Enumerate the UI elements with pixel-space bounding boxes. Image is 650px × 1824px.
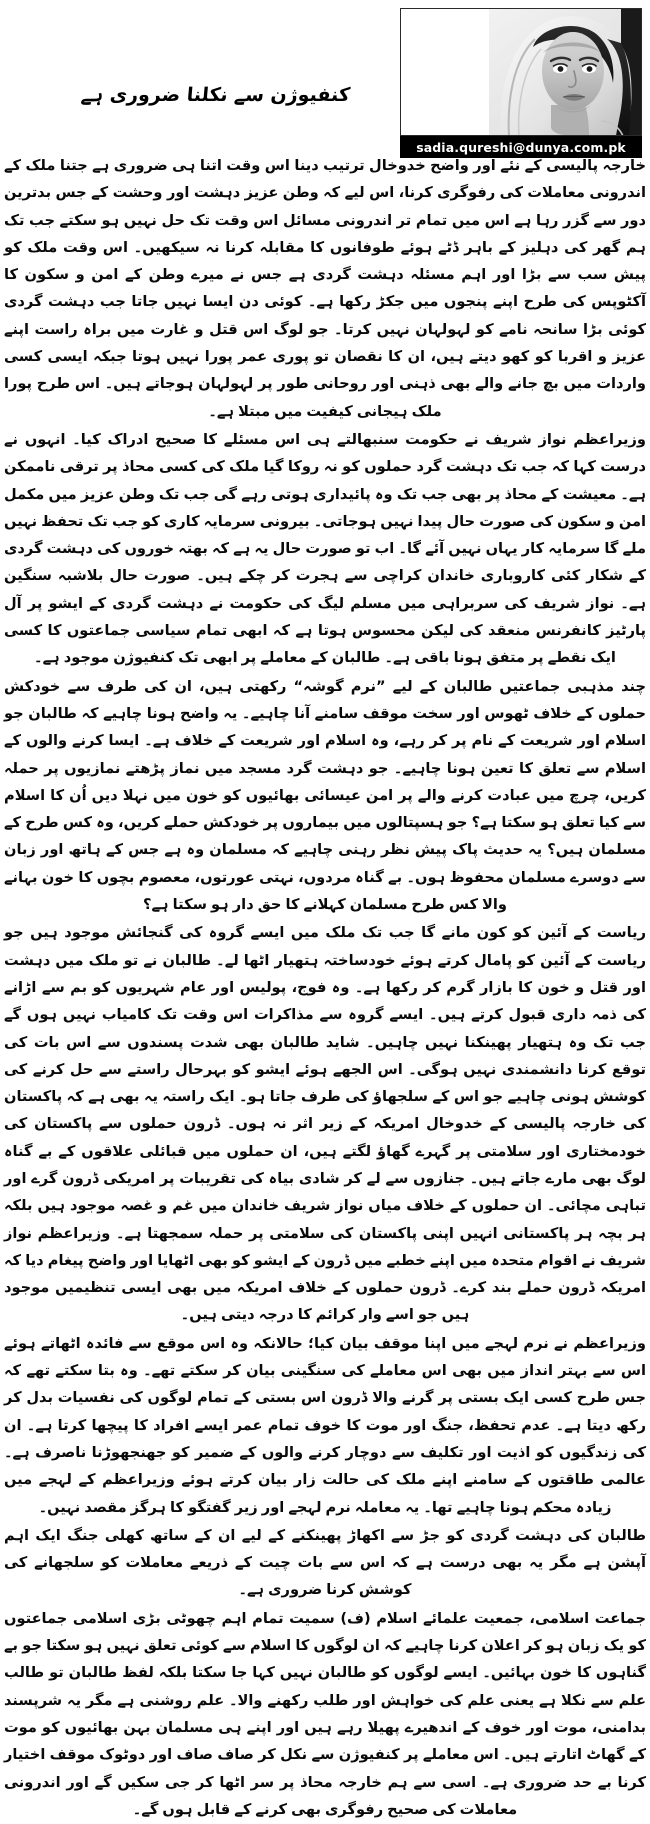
- article-paragraph: ریاست کے آئین کو کون مانے گا جب تک ملک میں ایسے گروہ کی گنجائش موجود ہیں جو ریاست کے آئین کو پامال کرتے ہوئے خودساختہ ہتھیار اٹھا لے۔ طالبان نے تو ملک میں دہشت اور قتل و خون کا بازار گرم کر رکھا ہے۔ وہ فوج، پولیس اور عام شہریوں کو بم سے اڑانے کی ذمہ داری قبول کرتے ہیں۔ ایسے گروہ سے مذاکرات اس وقت تک کامیاب نہیں ہوں گے جب تک وہ ہتھیار پھینکنا نہیں چاہیں۔ شاید طالبان بھی شدت پسندوں سے اس بات کی توقع کرنا دانشمندی نہیں ہوگی۔ اس الجھے ہوئے ایشو کو بہرحال راستے سے حل کرنے کی کوشش ہونی چاہیے جو اس کے سلجھاؤ کی طرف جاتا ہو۔ ایک راستہ یہ بھی ہے کہ پاکستان کی خارجہ پالیسی کے خدوخال امریکہ کے زیر اثر نہ ہوں۔ ڈرون حملوں سے پاکستان کی خودمختاری اور سلامتی پر گہرے گھاؤ لگتے ہیں، ان حملوں میں قبائلی علاقوں کے بے گناہ لوگ بھی مارے جاتے ہیں۔ جنازوں سے لے کر شادی بیاہ کی تقریبات پر امریکی ڈرون گرے اور تباہی مچائی۔ ان حملوں کے خلاف میاں نواز شریف خاندان میں غم و غصہ موجود ہیں بلکہ ہر بچہ ہر پاکستانی انہیں اپنی پاکستان کی سلامتی پر حملہ سمجھتا ہے۔ وزیراعظم نواز شریف نے اقوام متحدہ میں اپنے خطبے میں ڈرون کے ایشو کو بھی اٹھایا اور واضح پیغام دیا کہ امریکہ ڈرون حملے بند کرے۔ ڈرون حملوں کے خلاف امریکہ میں بھی ایسی تنظیمیں موجود ہیں جو اسے وار کرائم کا درجہ دیتی ہیں۔: [4, 924, 646, 1324]
- column-masthead: [400, 8, 642, 155]
- article-paragraph: چند مذہبی جماعتیں طالبان کے لیے ”نرم گوشہ“ رکھتی ہیں، ان کی طرف سے خودکش حملوں کے خلاف ٹھوس اور سخت موقف سامنے آنا چاہیے۔ یہ واضح ہونا چاہیے کہ طالبان جو اسلام اور شریعت کے نام پر کر رہے، وہ اسلام اور شریعت کے خلاف ہے۔ ایسا کرنے والوں کے اسلام سے تعلق کا تعین ہونا چاہیے۔ جو دہشت گرد مسجد میں نماز پڑھتے نمازیوں پر حملہ کریں، چرچ میں عبادت کرنے والے پر امن عیسائی بھائیوں کو خون میں نہلا دیں اُن کا اسلام سے کیا تعلق ہو سکتا ہے؟ جو ہسپتالوں میں بیماروں پر خودکش حملے کریں، وہ کس طرح کے مسلمان ہیں؟ یہ حدیث پاک پیش نظر رہنی چاہیے کہ مسلمان وہ ہے جس کے ہاتھ اور زبان سے دوسرے مسلمان محفوظ ہوں۔ بے گناہ مردوں، نہتی عورتوں، معصوم بچوں کا خون بہانے والا کس طرح مسلمان کہلانے کا حق دار ہو سکتا ہے؟: [4, 677, 646, 914]
- article-paragraph: طالبان کی دہشت گردی کو جڑ سے اکھاڑ پھینکنے کے لیے ان کے ساتھ کھلی جنگ ایک اہم آپشن ہے مگر یہ بھی درست ہے کہ اس سے بات چیت کے ذریعے معاملات کو سلجھانے کی کوشش کرنا ضروری ہے۔: [4, 1526, 646, 1599]
- article-headline: کنفیوژن سے نکلنا ضروری ہے: [80, 84, 351, 106]
- article-paragraph: خارجہ پالیسی کے نئے اور واضح خدوخال ترتیب دینا اس وقت اتنا ہی ضروری ہے جتنا ملک کے اندرونی معاملات کی رفوگری کرنا، اس لیے کہ وطن عزیز دہشت اور وحشت کے جس بدترین دور سے گزر رہا ہے اس میں تمام تر اندرونی مسائل اس وقت تک حل نہیں ہو سکتے جب تک ہم گھر کی دہلیز کے باہر ڈٹے ہوئے طوفانوں کا مقابلہ کرنا نہ سیکھیں۔ اس وقت ملک کو پیش سب سے بڑا اور اہم مسئلہ دہشت گردی ہے جس نے میرے وطن کے امن و سکون کا آکٹوپس کی طرح اپنے پنجوں میں جکڑ رکھا ہے۔ کوئی دن ایسا نہیں جاتا جب دہشت گردی کوئی بڑا سانحہ نامے کو لہولہان نہیں کرتا۔ جو لوگ اس قتل و غارت میں براہ راست اپنے عزیز و اقربا کو کھو دیتے ہیں، ان کا نقصان تو پوری عمر پورا نہیں ہوتا جبکہ ایسی کسی واردات میں بچ جانے والے بھی ذہنی اور روحانی طور پر لہولہان ہوجاتے ہیں۔ اس طرح پورا ملک ہیجانی کیفیت میں مبتلا ہے۔: [4, 157, 646, 420]
- masthead-box: [400, 8, 642, 136]
- author-photo: [489, 9, 642, 136]
- author-email-text: sadia.qureshi@dunya.com.pk: [416, 139, 626, 155]
- article-paragraph: وزیراعظم نواز شریف نے حکومت سنبھالتے ہی اس مسئلے کا صحیح ادراک کیا۔ انہوں نے درست کہا کہ جب تک دہشت گرد حملوں کو نہ روکا گیا ملک کی کسی محاذ پر ترقی ناممکن ہے۔ معیشت کے محاذ پر بھی جب تک وہ پائیداری ہوتی رہے گی جب تک وطن عزیز میں مکمل امن و سکون کی صورت حال پیدا نہیں ہوجاتی۔ بیرونی سرمایہ کاری کو جب تک تحفظ نہیں ملے گا سرمایہ کار یہاں نہیں آئے گا۔ اب تو صورت حال یہ ہے کہ بھتہ خوروں کی دہشت گردی کے شکار کئی کاروباری خاندان کراچی سے ہجرت کر چکے ہیں۔ صورت حال بلاشبہ سنگین ہے۔ نواز شریف کی سربراہی میں مسلم لیگ کی حکومت نے دہشت گردی کے ایشو پر آل پارٹیز کانفرنس منعقد کی لیکن محسوس ہوتا ہے کہ ابھی تمام سیاسی جماعتوں کا کسی ایک نقطے پر متفق ہونا باقی ہے۔ طالبان کے معاملے پر ابھی تک کنفیوژن موجود ہے۔: [4, 430, 646, 667]
- article-body: [4, 152, 646, 1824]
- author-portrait-illustration: [489, 9, 642, 136]
- article-paragraph: وزیراعظم نے نرم لہجے میں اپنا موقف بیان کیا؛ حالانکہ وہ اس موقع سے فائدہ اٹھاتے ہوئے اس سے بہتر انداز میں بھی اس معاملے کی سنگینی بیان کر سکتے تھے۔ وہ بتا سکتے تھے کہ جس طرح کسی ایک بستی پر گرنے والا ڈرون اس بستی کے تمام لوگوں کی نفسیات بدل کر رکھ دیتا ہے۔ عدم تحفظ، جنگ اور موت کا خوف تمام عمر ایسے افراد کا پیچھا کرتا ہے۔ ان کی زندگیوں کو اذیت اور تکلیف سے دوچار کرنے والوں کے ضمیر کو جھنجھوڑنا ناصرف ہے۔ عالمی طاقتوں کے سامنے اپنے ملک کی حالت زار بیان کرتے ہوئے وزیراعظم کے لہجے میں زیادہ محکم ہونا چاہیے تھا۔ یہ معاملہ نرم لہجے اور زیر گفتگو کا ہرگز مقصد نہیں۔: [4, 1334, 646, 1516]
- article-paragraph: جماعت اسلامی، جمعیت علمائے اسلام (ف) سمیت تمام اہم چھوٹی بڑی اسلامی جماعتوں کو یک زبان ہو کر اعلان کرنا چاہیے کہ ان لوگوں کا اسلام سے کوئی تعلق نہیں ہو سکتا جو بے گناہوں کا خون بہائیں۔ ایسے لوگوں کو طالبان نہیں کہا جا سکتا بلکہ لفظ طالبان تو طالب علم سے نکلا ہے یعنی علم کی خواہش اور طلب رکھنے والا۔ علم روشنی ہے مگر یہ شرپسند بدامنی، موت اور خوف کے اندھیرے پھیلا رہے ہیں اور اپنے ہی مسلمان بہن بھائیوں کو موت کے گھاٹ اتارتے ہیں۔ اس معاملے پر کنفیوژن سے نکل کر صاف صاف اور دوٹوک موقف اختیار کرنا بے حد ضروری ہے۔ اسی سے ہم خارجہ محاذ پر سر اٹھا کر جی سکیں گے اور اندرونی معاملات کی صحیح رفوگری بھی کرنے کے قابل ہوں گے۔: [4, 1609, 646, 1818]
- page-header: [0, 0, 650, 155]
